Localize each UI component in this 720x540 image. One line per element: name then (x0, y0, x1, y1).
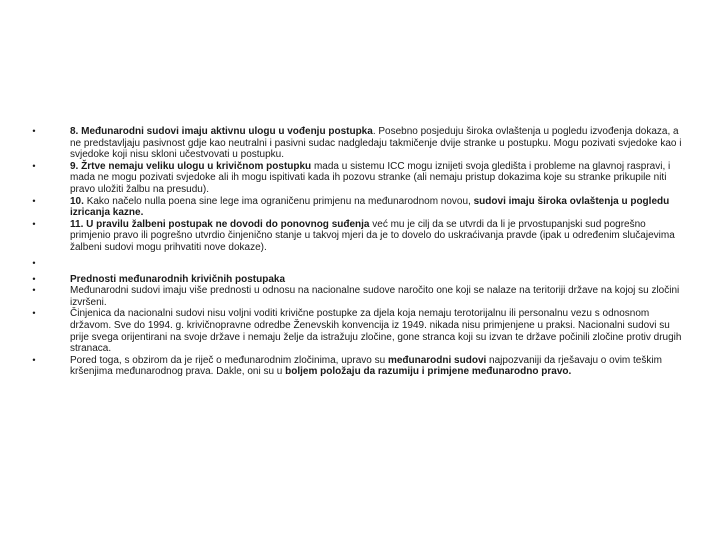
text-run: Međunarodni sudovi imaju više prednosti u odnosu na nacionalne sudove naročito one koji se nalaze na teritoriji države na kojoj su zločini izvršeni. (70, 285, 680, 308)
list-item (26, 274, 686, 286)
list-item (26, 196, 686, 219)
bold-text: 9. Žrtve nemaju veliku ulogu u krivičnom postupku (70, 160, 312, 172)
text-run: Činjenica da nacionalni sudovi nisu voljni voditi krivične postupke za djela koja nemaju terotorijalnu ili personalnu vezu s odnosnom državom. Sve do 1994. g. krivičnopravne odredbe Ženevskih konvencija iz 1949. nikada nisu primjenjene u praksi. Nacionalni sudovi su prije svega orijentirani na svoje države i nemaju želje da istražuju zločine, gone stranca koji su izvan te države počinili zločine protiv drugih stranaca. (70, 308, 682, 355)
item-text (70, 196, 669, 219)
bold-text: 8. Međunarodni sudovi imaju aktivnu ulogu u vođenju postupka (70, 126, 373, 137)
list-item (26, 258, 686, 274)
bold-text: Prednosti međunarodnih krivičnih postupaka (70, 273, 286, 285)
bold-text: 10. (70, 195, 87, 207)
bold-text: međunarodni sudovi (387, 354, 487, 366)
list-item (26, 219, 686, 254)
bold-text: 11. U pravilu žalbeni postupak ne dovodi do ponovnog suđenja (70, 218, 370, 230)
text-run: najpozvaniji da rješavaju o ovim teškim kršenjima međunarodnog prava. Dakle, oni su u (70, 354, 662, 378)
text-run: mada u sistemu ICC mogu iznijeti svoja gledišta i probleme na glavnoj raspravi, i mada ne mogu pozivati svjedoke ali ih mogu ispitivati kada ih pozovu stranke (ali nemaju pristup dokazima koje su stranke prikupile niti pravo uložiti žalbu na presudu). (70, 160, 671, 195)
text-run: Kako načelo nulla poena sine lege ima ograničenu primjenu na međunarodnom novou, (86, 195, 474, 207)
bullet-icon: • (32, 354, 36, 365)
bullet-icon: • (32, 308, 36, 319)
list-item (26, 308, 686, 354)
item-text (70, 219, 675, 253)
list-item (26, 355, 686, 378)
item-text (70, 355, 662, 378)
list-item (26, 126, 686, 161)
bullet-icon: • (32, 160, 36, 171)
item-text (70, 285, 679, 308)
list-item (26, 285, 686, 308)
item-text (70, 274, 285, 285)
bullet-icon: • (32, 257, 36, 268)
bullet-icon: • (32, 218, 36, 229)
text-run: Pored toga, s obzirom da je riječ o međunarodnim zločinima, upravo su (70, 354, 388, 366)
bullet-icon: • (32, 195, 36, 206)
item-text (70, 308, 681, 354)
bullet-icon: • (32, 285, 36, 296)
text-run: već mu je cilj da se utvrdi da li je prvostupanjski sud pogrešno primjenio pravo ili pogrešno utvrdio činjenično stanje u takvoj mjeri da je to dovelo do uskraćivanja pravde (ipak u određenim slučajevima žalbeni sudovi mogu prihvatiti nove dokaze). (70, 218, 675, 253)
item-text (70, 161, 670, 195)
bold-text: boljem položaju da razumiju i primjene međunarodno pravo. (285, 366, 572, 378)
text-run: . Posebno posjeduju široka ovlaštenja u pogledu izvođenja dokaza, a ne predstavljaju pasivnost gdje kao neutralni i pasivni sudac nadgledaju takmičenje dvije stranke u postupku. Mogu pozivati svjedoke kao i svjedoke koji nisu skloni učestvovati u postupku. (70, 126, 682, 161)
bold-text: sudovi imaju široka ovlaštenja u pogledu izricanja kazne. (70, 195, 670, 219)
bullet-icon: • (32, 273, 36, 284)
list-item (26, 161, 686, 196)
item-text (70, 126, 681, 160)
bullet-icon: • (32, 126, 36, 136)
bullet-list (26, 126, 686, 378)
